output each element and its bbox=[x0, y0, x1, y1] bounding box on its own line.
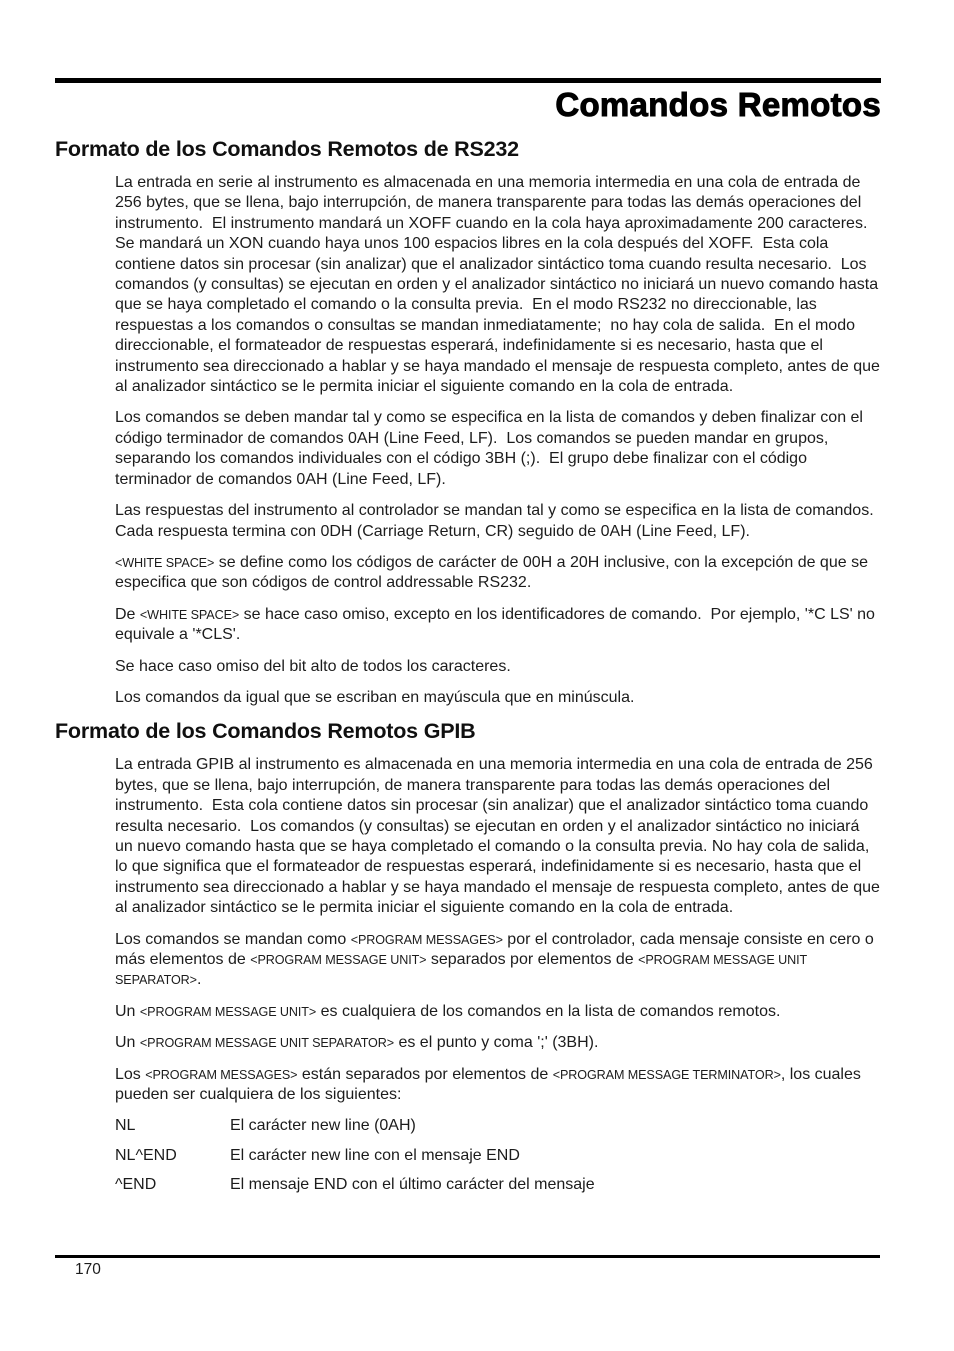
paragraph: <WHITE SPACE> se define como los códigos de carácter de 00H a 20H inclusive, con la excepción de que se especifica que son códigos de control addressable RS232. bbox=[115, 553, 873, 592]
syntax-element-tag: <WHITE SPACE> bbox=[139, 607, 240, 622]
syntax-element-tag: <PROGRAM MESSAGE UNIT> bbox=[250, 953, 427, 967]
footer-rule bbox=[55, 1255, 880, 1258]
syntax-element-tag: <PROGRAM MESSAGE UNIT> bbox=[139, 1004, 317, 1019]
terminator-name: NL bbox=[115, 1117, 136, 1135]
document-content bbox=[55, 137, 885, 1205]
paragraph: La entrada GPIB al instrumento es almacenada en una memoria intermedia en una cola de entrada de 256 bytes, que se llena, bajo interrupción, de manera transparente para todas las demás operaciones del instrumento. Esta cola contiene datos sin procesar (sin analizar) que el analizador sintáctico toma cuando resulta necesario. Los comandos (y consultas) se ejecutan en orden y el analizador sintáctico no iniciará un nuevo comando hasta que se haya completado el comando o la consulta previa. No hay cola de salida, lo que significa que el formateador de respuestas esperará, indefinidamente si es necesario, hasta que el instrumento sea direccionado a hablar y se haya mandado el mensaje de respuesta completo, antes de que al analizador sintáctico se le permita iniciar el siguiente comando en la cola de entrada. bbox=[115, 756, 885, 917]
document-title: Comandos Remotos bbox=[555, 86, 881, 123]
terminator-row bbox=[115, 1116, 881, 1136]
paragraph: De <WHITE SPACE> se hace caso omiso, excepto en los identificadores de comando. Por ejemplo, '*C LS' no equivale a '*CLS'. bbox=[115, 605, 880, 644]
section-body-rs232 bbox=[115, 173, 885, 708]
paragraph: Los comandos se mandan como <PROGRAM MESSAGES> por el controlador, cada mensaje consiste en cero o más elementos de <PROGRAM MESSAGE UNIT> separados por elementos de <PROGRAM MESSAGE UNIT SEPARATOR>. bbox=[115, 930, 879, 989]
header-rule bbox=[55, 78, 881, 83]
section-body-gpib bbox=[115, 755, 885, 1105]
syntax-element-tag: <PROGRAM MESSAGES> bbox=[145, 1067, 298, 1082]
terminator-row bbox=[115, 1146, 881, 1166]
paragraph: Un <PROGRAM MESSAGE UNIT SEPARATOR> es el punto y coma ';' (3BH). bbox=[115, 1034, 599, 1052]
page-number: 170 bbox=[75, 1261, 101, 1278]
section-gpib bbox=[55, 719, 885, 1195]
syntax-element-tag: <WHITE SPACE> bbox=[115, 555, 215, 570]
syntax-element-tag: <PROGRAM MESSAGE UNIT SEPARATOR> bbox=[115, 953, 811, 988]
section-heading-gpib: Formato de los Comandos Remotos GPIB bbox=[55, 719, 476, 744]
syntax-element-tag: <PROGRAM MESSAGE TERMINATOR> bbox=[552, 1067, 781, 1082]
terminator-description: El carácter new line con el mensaje END bbox=[230, 1146, 520, 1164]
terminator-table bbox=[115, 1116, 881, 1195]
syntax-element-tag: <PROGRAM MESSAGE UNIT SEPARATOR> bbox=[139, 1036, 395, 1051]
section-rs232 bbox=[55, 137, 885, 708]
terminator-name: NL^END bbox=[115, 1146, 177, 1164]
paragraph: Los comandos da igual que se escriban en mayúscula que en minúscula. bbox=[115, 688, 635, 706]
terminator-description: El mensaje END con el último carácter del mensaje bbox=[230, 1176, 595, 1194]
section-heading-rs232: Formato de los Comandos Remotos de RS232 bbox=[55, 137, 519, 161]
paragraph: Las respuestas del instrumento al controlador se mandan tal y como se especifica en la lista de comandos. Cada respuesta termina con 0DH (Carriage Return, CR) seguido de 0AH (Line Feed, LF). bbox=[115, 502, 883, 540]
paragraph: Se hace caso omiso del bit alto de todos los caracteres. bbox=[115, 657, 511, 675]
paragraph: La entrada en serie al instrumento es almacenada en una memoria intermedia en una cola de entrada de 256 bytes, que se llena, bajo interrupción, de manera transparente para todas las demás operaciones del instrumento. El instrumento mandará un XOFF cuando en la cola haya aproximadamente 200 caracteres. Se mandará un XON cuando haya unos 100 espacios libres en la cola después del XOFF. Esta cola contiene datos sin procesar (sin analizar) que el analizador sintáctico toma cuando resulta necesario. Los comandos (y consultas) se ejecutan en orden y el analizador sintáctico no iniciará un nuevo comando hasta que se haya completado el comando o la consulta previa. En el modo RS232 no direccionable, las respuestas a los comandos o consultas se mandan inmediatamente; no hay cola de salida. En el modo direccionable, el formateador de respuestas esperará, indefinidamente si es necesario, hasta que el instrumento sea direccionado a hablar y se haya mandado el mensaje de respuesta completo, antes de que al analizador sintáctico se le permita iniciar el siguiente comando en la cola de entrada. bbox=[115, 174, 885, 396]
terminator-name: ^END bbox=[115, 1176, 157, 1194]
terminator-row bbox=[115, 1175, 881, 1195]
paragraph: Los <PROGRAM MESSAGES> están separados por elementos de <PROGRAM MESSAGE TERMINATOR>, los cuales pueden ser cualquiera de los siguientes: bbox=[115, 1065, 866, 1104]
paragraph: Un <PROGRAM MESSAGE UNIT> es cualquiera de los comandos en la lista de comandos remotos. bbox=[115, 1002, 781, 1020]
paragraph: Los comandos se deben mandar tal y como se especifica en la lista de comandos y deben finalizar con el código terminador de comandos 0AH (Line Feed, LF). Los comandos se pueden mandar en grupos, separando los comandos individuales con el código 3BH (;). El grupo debe finalizar con el código terminador de comandos 0AH (Line Feed, LF). bbox=[115, 409, 868, 488]
syntax-element-tag: <PROGRAM MESSAGES> bbox=[350, 932, 503, 947]
terminator-description: El carácter new line (0AH) bbox=[230, 1117, 416, 1135]
